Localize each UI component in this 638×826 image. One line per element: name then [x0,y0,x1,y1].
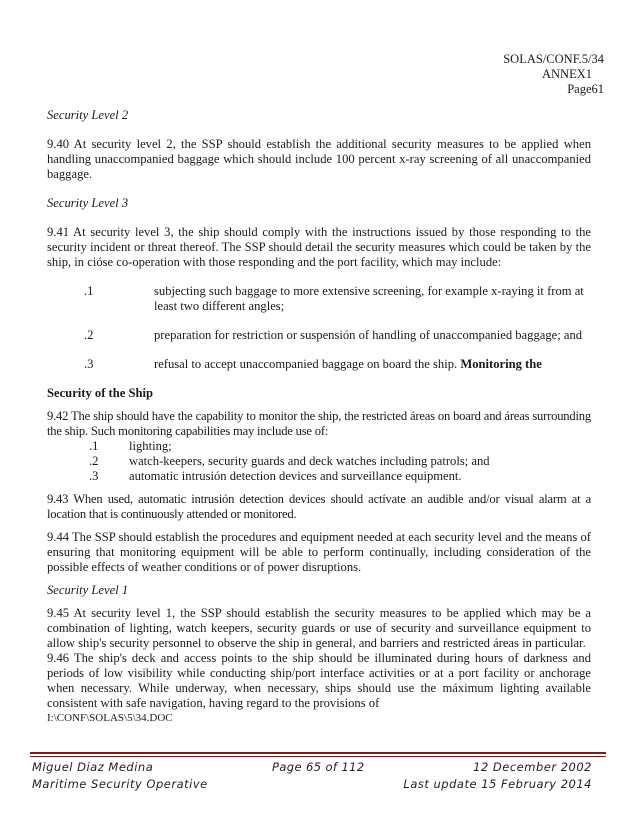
heading-security-level-1: Security Level 1 [47,583,129,597]
heading-security-of-the-ship: Security of the Ship [47,386,154,400]
list-item [47,328,591,343]
paragraph-9-45: 9.45 At security level 1, the SSP should establish the security measures to be applied which may be a combination of lighting, watch keepers, security guards or use of security and surveillance equipment to allow ship's security personnel to observe the ship in general, and barriers and restricted áreas in particular. [47,606,591,650]
document-body [47,108,591,726]
list-item [47,454,591,469]
file-path: I:\CONF\SOLAS\5\34.DOC [47,712,173,724]
paragraph-9-43: 9.43 When used, automatic intrusión detection devices should actívate an audible and/or visual alarm at a location that is continuously attended or monitored. [47,492,591,521]
list-item-text: preparation for restriction or suspensión of handling of unaccompanied baggage; and [154,328,583,342]
list-item-number: .2 [84,328,94,342]
list-item-text: lighting; [129,439,172,453]
heading-security-level-3: Security Level 3 [47,196,129,210]
footer-divider-thick [30,752,606,754]
footer-author: Miguel Diaz Medina [32,760,154,774]
paragraph-9-40: 9.40 At security level 2, the SSP should establish the additional security measures to be applied when handling unaccompanied baggage which should include 100 percent x-ray screening of all unaccompanied baggage. [47,137,591,181]
document-reference: SOLAS/CONF.5/34 [503,52,604,66]
list-item-number: .3 [84,357,94,371]
paragraph-9-44: 9.44 The SSP should establish the procedures and equipment needed at each security level and the means of ensuring that monitoring equipment will be able to perform continually, including consideration of the possible effects of weather conditions or of power disruptions. [47,530,591,574]
list-item-text: automatic intrusión detection devices and surveillance equipment. [129,469,462,483]
paragraph-9-41: 9.41 At security level 3, the ship should comply with the instructions issued by those responding to the security incident or threat thereof. The SSP should detail the security measures which could be taken by the ship, in cióse co-operation with those responding and the port facility, which may include: [47,225,591,269]
footer-subject: Maritime Security Operative [32,777,208,791]
paragraph-9-42: 9.42 The ship should have the capability to monitor the ship, the restricted áreas on board and áreas surrounding the ship. Such monitoring capabilities may include use of: [47,409,591,438]
list-item-number: .2 [89,454,99,468]
annex-label: ANNEX1 [542,67,592,81]
footer-page-counter: Page 65 of 112 [272,760,365,774]
footer-last-update: Last update 15 February 2014 [403,777,592,791]
list-item [47,284,591,314]
list-item-number: .1 [89,439,99,453]
list-item [47,357,591,372]
list-item-number: .3 [89,469,99,483]
list-item-text-body: refusal to accept unaccompanied baggage on board the ship. [154,357,458,371]
heading-security-level-2: Security Level 2 [47,108,129,122]
list-item [47,469,591,484]
list-item-text [154,357,591,372]
inline-heading-monitoring: Monitoring the [460,357,542,371]
list-item-number: .1 [84,284,94,298]
list-item-text: watch-keepers, security guards and deck watches including patrols; and [129,454,490,468]
footer-date: 12 December 2002 [473,760,592,774]
footer-divider-thin [30,756,606,757]
page-header [503,52,604,97]
paragraph-9-46: 9.46 The ship's deck and access points to the ship should be illuminated during hours of darkness and periods of low visibility while conducting ship/port interface activities or at a port facility or anchorage when necessary. While underway, when necessary, ships should use the máximum lighting available consistent with safe navigation, having regard to the provisions of [47,651,591,710]
list-item [47,439,591,454]
header-page-number: Page61 [567,82,604,96]
list-item-text: subjecting such baggage to more extensive screening, for example x-raying it from at least two different angles; [154,284,584,313]
